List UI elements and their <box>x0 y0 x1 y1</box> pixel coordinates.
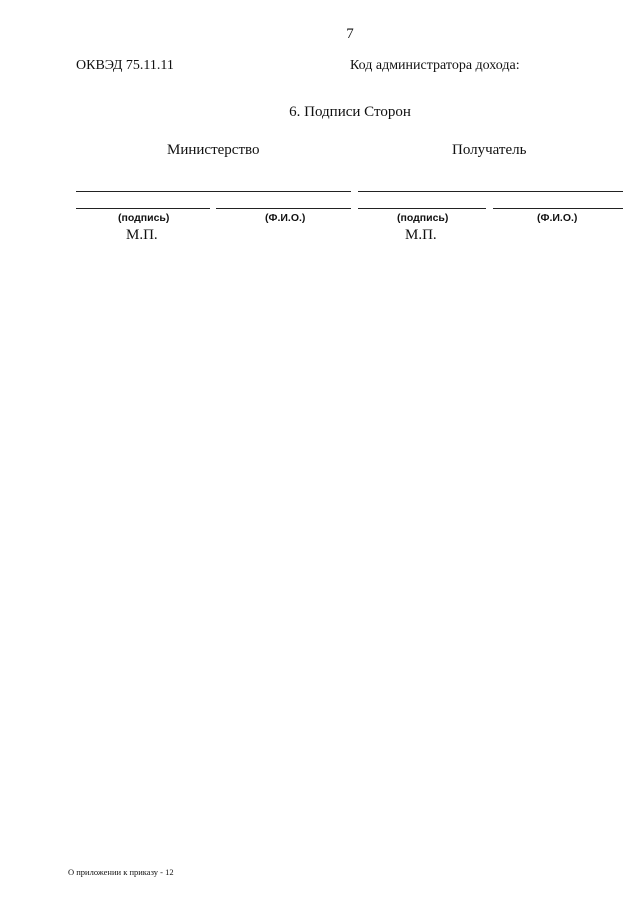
section-title: 6. Подписи Сторон <box>289 104 411 120</box>
page-number: 7 <box>346 26 354 42</box>
party-recipient-name: Получатель <box>452 142 527 158</box>
recipient-name-line <box>358 191 623 192</box>
ministry-fio-line <box>216 208 351 209</box>
okved-code: ОКВЭД 75.11.11 <box>76 58 174 73</box>
recipient-signature-caption: (подпись) <box>397 212 449 224</box>
recipient-fio-caption: (Ф.И.О.) <box>537 212 578 224</box>
recipient-stamp-mark: М.П. <box>405 227 437 243</box>
ministry-signature-line <box>76 208 210 209</box>
recipient-signature-line <box>358 208 486 209</box>
recipient-fio-line <box>493 208 623 209</box>
admin-code-label: Код администратора дохода: <box>350 58 520 73</box>
footer-note: О приложении к приказу - 12 <box>68 867 174 877</box>
ministry-stamp-mark: М.П. <box>126 227 158 243</box>
party-ministry-name: Министерство <box>167 142 260 158</box>
ministry-fio-caption: (Ф.И.О.) <box>265 212 306 224</box>
ministry-signature-caption: (подпись) <box>118 212 170 224</box>
ministry-name-line <box>76 191 351 192</box>
